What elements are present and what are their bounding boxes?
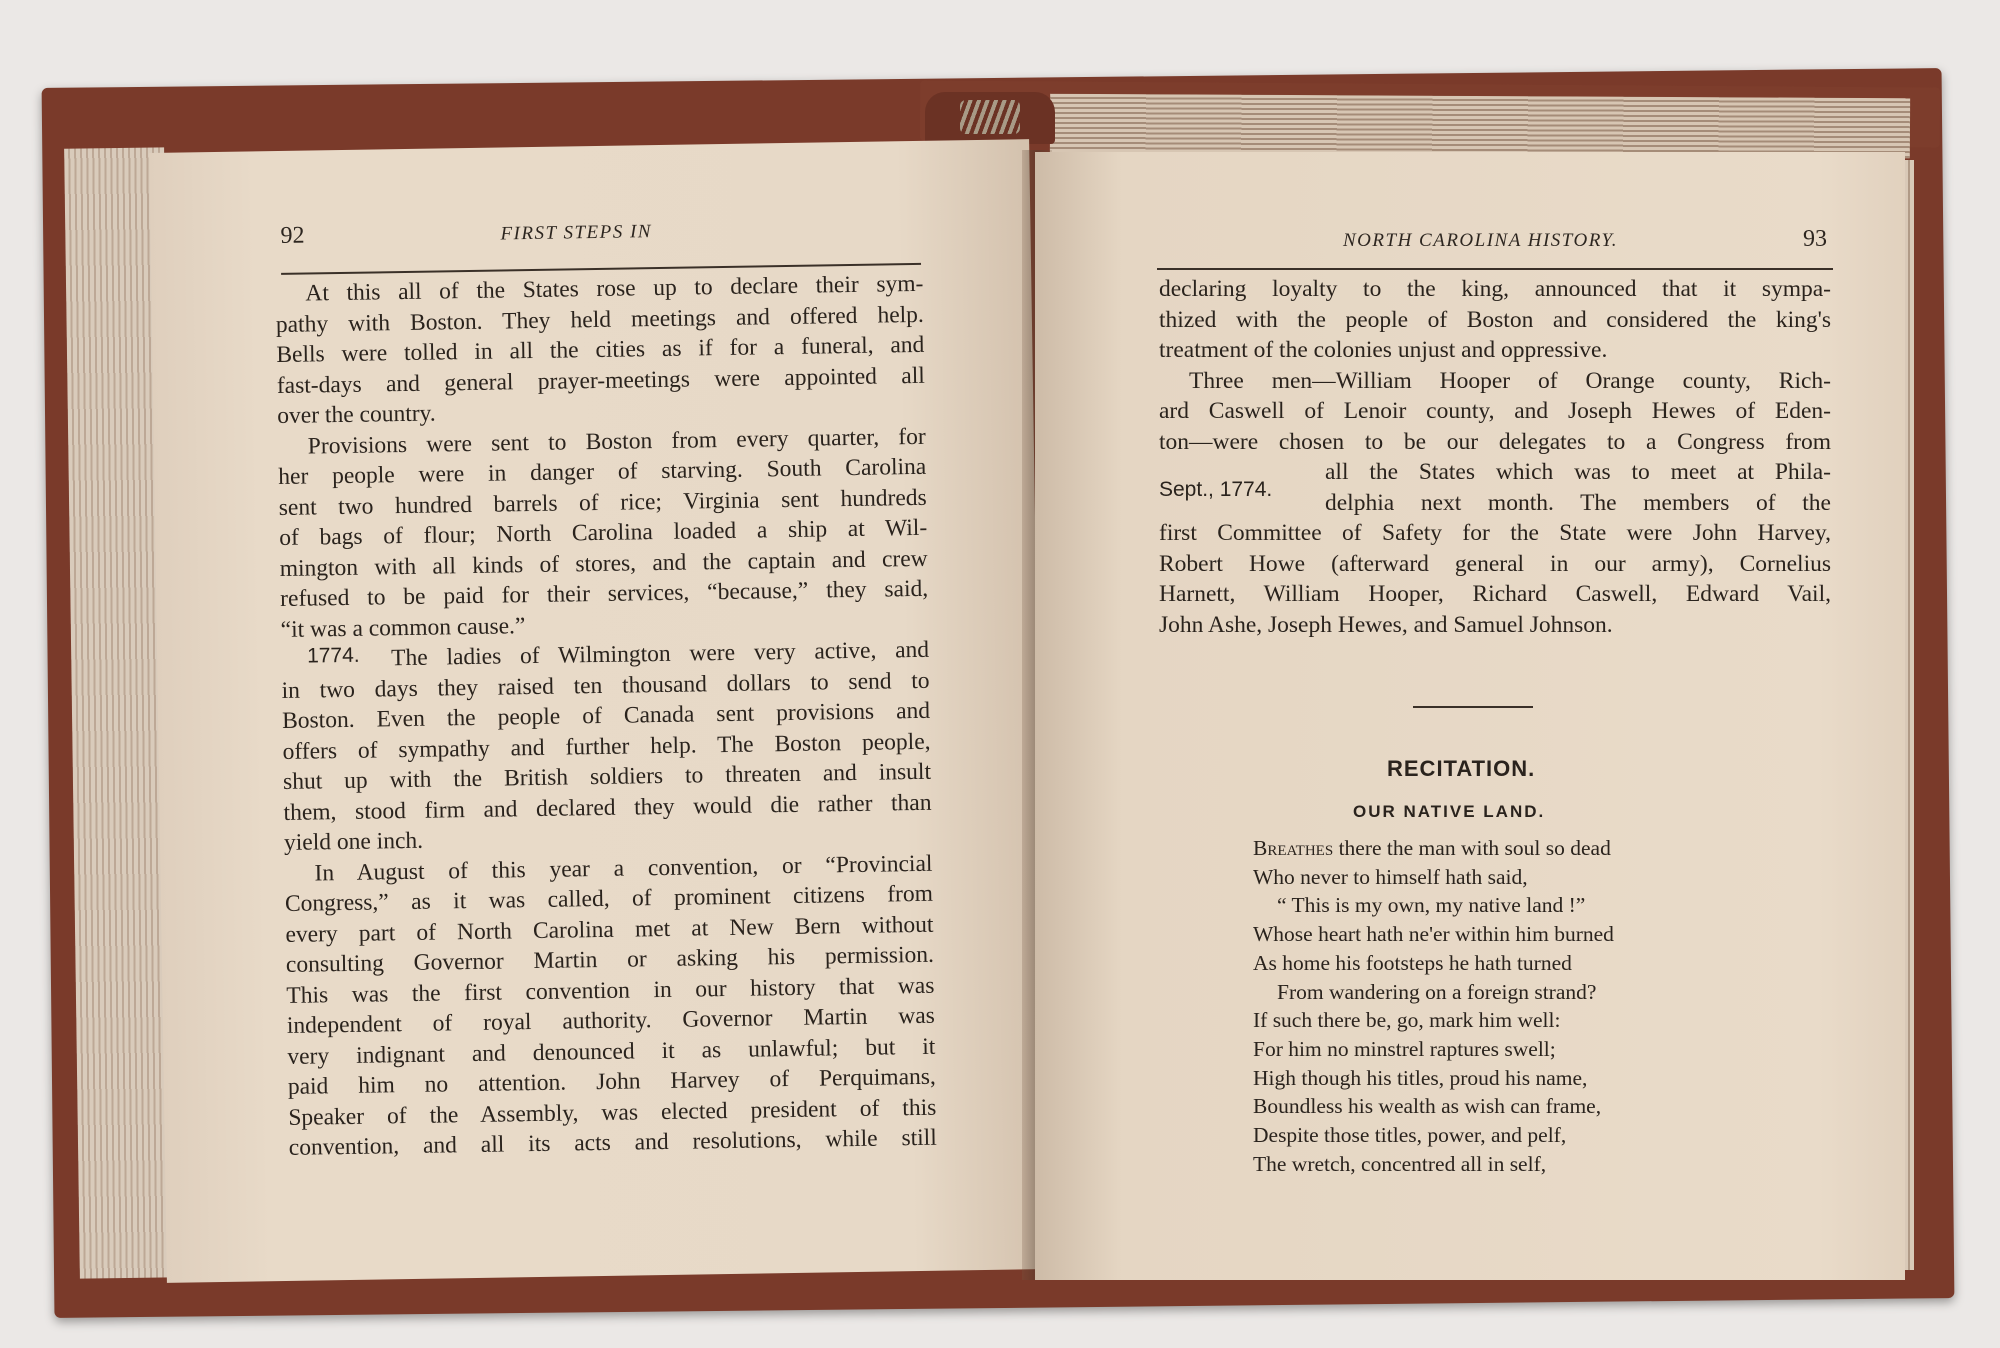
text-line: very indignant and denounced it as unlawful; but it (287, 1033, 936, 1070)
text-line: ard Caswell of Lenoir county, and Joseph Hewes of Eden- (1159, 398, 1831, 424)
poem-line: High though his titles, proud his name, (1253, 1065, 1588, 1090)
poem-line: Despite those titles, power, and pelf, (1253, 1123, 1567, 1148)
text-line: thized with the people of Boston and considered the king's (1159, 306, 1831, 333)
page-number-right: 93 (1803, 226, 1827, 252)
text-line: Robert Howe (afterward general in our army), Cornelius (1159, 550, 1831, 577)
text-line: delphia next month. The members of the (1325, 489, 1831, 516)
text-line: The ladies of Wilmington were very active, and (390, 636, 930, 672)
section-divider (1413, 706, 1533, 708)
left-page-header (280, 213, 921, 263)
text-line: every part of North Carolina met at New Bern without (285, 911, 934, 948)
text-line: in two days they raised ten thousand dollars to send to (281, 667, 930, 704)
text-line: offers of sympathy and further help. The Boston people, (282, 728, 931, 765)
right-page-header (1155, 226, 1835, 266)
text-line: consulting Governor Martin or asking his permission. (285, 941, 935, 978)
text-line: Harnett, William Hooper, Richard Caswell, Edward Vail, (1159, 581, 1831, 607)
text-line: This was the first convention in our history that was (286, 972, 935, 1009)
text-line: over the country. (277, 400, 436, 429)
text-line: her people were in danger of starving. South Carolina (278, 453, 927, 490)
text-line: all the States which was to meet at Phila- (1325, 459, 1831, 485)
text-line: declaring loyalty to the king, announced that it sympa- (1159, 276, 1831, 302)
spine-stitching (960, 100, 1020, 134)
running-head-right: NORTH CAROLINA HISTORY. (1343, 230, 1619, 251)
poem-first-line-rest: there the man with soul so dead (1333, 836, 1611, 860)
text-line: convention, and all its acts and resolutions, while still (288, 1124, 937, 1161)
header-rule-right (1157, 268, 1833, 270)
text-line: of bags of flour; North Carolina loaded a ship at Wil- (279, 514, 928, 551)
poem-line: If such there be, go, mark him well: (1253, 1008, 1561, 1033)
text-line: mington with all kinds of stores, and the captain and crew (279, 545, 928, 582)
text-line: independent of royal authority. Governor Martin was (286, 1002, 936, 1039)
text-line: “it was a common cause.” (280, 612, 526, 643)
text-line: Boston. Even the people of Canada sent provisions and (281, 697, 931, 734)
text-line: At this all of the States rose up to declare their sym- (305, 270, 924, 307)
poem-line: As home his footsteps he hath turned (1253, 950, 1572, 975)
right-page-body (1159, 274, 1831, 640)
text-line: Congress,” as it was called, of prominent citizens from (284, 880, 934, 917)
text-line: John Ashe, Joseph Hewes, and Samuel Johnson. (1159, 611, 1613, 638)
text-line: Speaker of the Assembly, was elected president of this (288, 1094, 937, 1131)
text-line: pathy with Boston. They held meetings and offered help. (275, 301, 925, 338)
text-line: Provisions were sent to Boston from every quarter, for (307, 423, 926, 460)
text-line: shut up with the British soldiers to threaten and insult (282, 758, 932, 795)
poem-line: “ This is my own, my native land !” (1277, 893, 1586, 918)
text-line: Bells were tolled in all the cities as if for a funeral, and (276, 331, 925, 369)
poem-line: For him no minstrel raptures swell; (1253, 1036, 1556, 1061)
poem-line: The wretch, concentred all in self, (1253, 1151, 1547, 1176)
running-head-left: FIRST STEPS IN (500, 221, 653, 245)
text-line: first Committee of Safety for the State were John Harvey, (1159, 520, 1831, 546)
poem-body (1253, 834, 1753, 1178)
text-line: Three men—William Hooper of Orange county, Rich- (1189, 367, 1831, 394)
poem-line: Whose heart hath ne'er within him burned (1253, 922, 1614, 947)
recitation-heading: RECITATION. (1387, 756, 1536, 781)
text-line: ton—were chosen to be our delegates to a Congress from (1159, 428, 1831, 455)
page-edges-top (1050, 94, 1910, 159)
margin-note-1774: 1774. (306, 643, 360, 668)
text-line: sent two hundred barrels of rice; Virginia sent hundreds (278, 484, 927, 521)
text-line: them, stood firm and declared they would die rather than (283, 789, 932, 826)
poem-line: From wandering on a foreign strand? (1277, 979, 1597, 1004)
left-page (149, 139, 1047, 1283)
text-line: paid him no attention. John Harvey of Perquimans, (287, 1063, 936, 1100)
text-line: treatment of the colonies unjust and oppressive. (1159, 337, 1608, 363)
text-line: In August of this year a convention, or “Provincial (314, 850, 933, 886)
left-page-body (275, 269, 937, 1164)
poem-first-word: Breathes (1253, 836, 1334, 860)
text-line: yield one inch. (283, 827, 424, 856)
right-page (1035, 152, 1905, 1280)
poem-title: OUR NATIVE LAND. (1353, 802, 1546, 821)
poem-line: Who never to himself hath said, (1253, 864, 1528, 889)
text-line: fast-days and general prayer-meetings were appointed all (276, 362, 925, 399)
margin-note-sept-1774: Sept., 1774. (1159, 478, 1273, 501)
poem-line: Boundless his wealth as wish can frame, (1253, 1094, 1602, 1119)
poem-line (1253, 834, 1753, 863)
page-number-left: 92 (280, 222, 305, 249)
text-line: refused to be paid for their services, “because,” they said, (279, 575, 929, 612)
